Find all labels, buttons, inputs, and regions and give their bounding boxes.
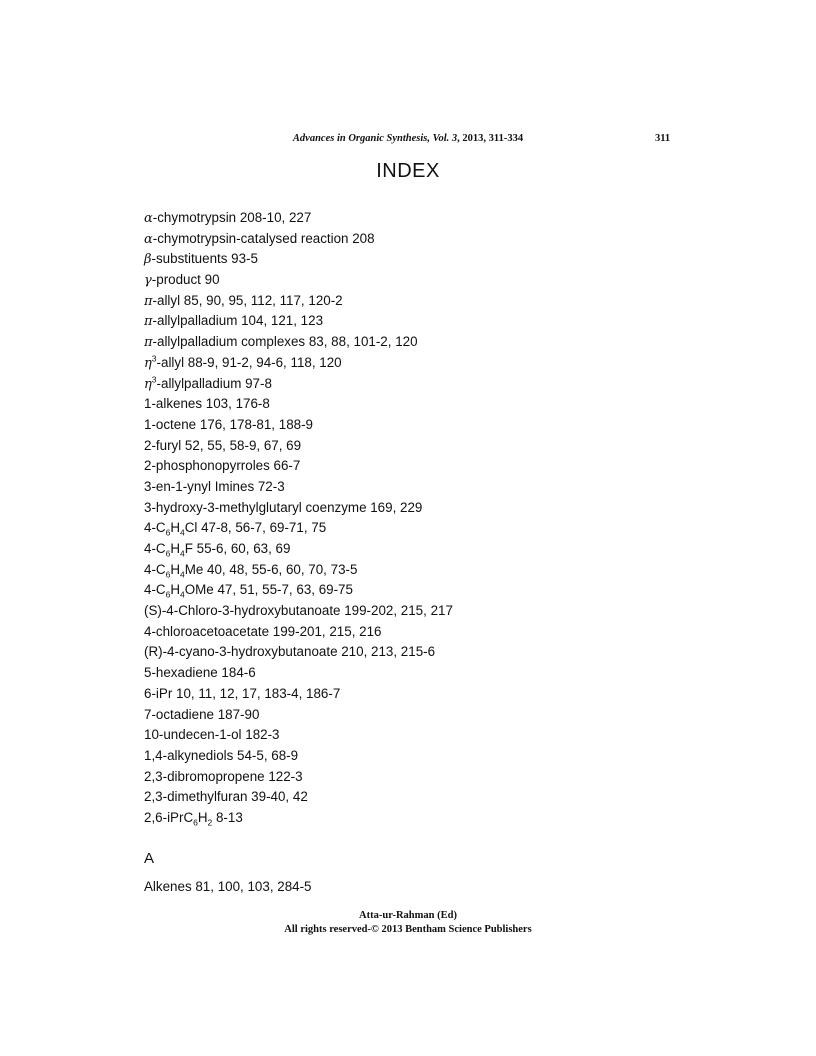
entry-text: H	[170, 520, 180, 536]
greek-prefix: π	[144, 335, 153, 351]
entry-text: 2,3-dibromopropene 122-3	[144, 768, 303, 784]
index-entry	[144, 663, 704, 684]
entry-text: -allylpalladium 104, 121, 123	[152, 313, 324, 329]
journal-citation	[0, 133, 816, 144]
greek-prefix: π	[144, 293, 153, 309]
entry-text: 1-octene 176, 178-81, 188-9	[144, 416, 313, 432]
entry-text: 1,4-alkynediols 54-5, 68-9	[144, 747, 299, 763]
entry-text: -chymotrypsin 208-10, 227	[152, 210, 312, 225]
entry-text: 2-phosphonopyrroles 66-7	[144, 458, 301, 474]
entry-text: H	[170, 561, 180, 577]
index-entry	[144, 270, 704, 291]
index-entry	[144, 477, 704, 498]
index-entry	[144, 311, 704, 332]
index-entry	[144, 877, 312, 898]
section-entry-list	[144, 877, 312, 898]
entry-text: -allylpalladium complexes 83, 88, 101-2, 120	[152, 334, 418, 350]
journal-title: Advances in Organic Synthesis, Vol. 3	[292, 133, 458, 144]
entry-text: Cl 47-8, 56-7, 69-71, 75	[184, 520, 327, 536]
entry-text: 4-C	[144, 541, 166, 556]
page-number: 311	[655, 133, 671, 144]
entry-text: -chymotrypsin-catalysed reaction 208	[152, 230, 375, 246]
greek-prefix: α	[144, 231, 153, 247]
entry-text: 4-C	[144, 582, 166, 598]
index-entry	[144, 229, 704, 250]
subscript: 6	[165, 527, 171, 538]
entry-text: 1-alkenes 103, 176-8	[144, 396, 270, 412]
entry-text: 3-en-1-ynyl Imines 72-3	[144, 478, 285, 494]
page-title: INDEX	[376, 160, 440, 182]
entry-text: 4-C	[144, 520, 166, 536]
index-entry	[144, 332, 704, 353]
greek-prefix: β	[144, 252, 152, 268]
entry-text: -allyl 88-9, 91-2, 94-6, 118, 120	[156, 354, 342, 370]
index-entry	[144, 456, 704, 477]
subscript: 6	[193, 817, 198, 828]
index-entry	[144, 394, 704, 415]
index-entry	[144, 642, 704, 663]
subscript: 4	[179, 569, 185, 580]
entry-text: H	[197, 809, 208, 825]
superscript: 3	[151, 374, 157, 385]
index-entry	[144, 808, 704, 829]
index-entry	[144, 787, 704, 808]
index-entry	[144, 705, 704, 726]
journal-year-pages: , 2013, 311-334	[457, 133, 524, 144]
entry-text: OMe 47, 51, 55-7, 63, 69-75	[184, 582, 353, 598]
subscript: 4	[179, 527, 185, 538]
entry-text: (S)-4-Chloro-3-hydroxybutanoate 199-202, 215, 217	[144, 603, 453, 619]
index-entry	[144, 208, 704, 229]
greek-prefix: π	[144, 314, 153, 330]
entry-text: 2,6-iPrC	[144, 809, 194, 825]
subscript: 4	[179, 590, 185, 601]
index-entry	[144, 622, 704, 643]
superscript: 3	[151, 353, 157, 364]
entry-text: Alkenes 81, 100, 103, 284-5	[144, 879, 312, 894]
subscript: 6	[165, 569, 171, 580]
index-entry	[144, 746, 704, 767]
index-entry-list	[144, 208, 704, 829]
entry-text: 2,3-dimethylfuran 39-40, 42	[144, 789, 308, 805]
entry-text: -allyl 85, 90, 95, 112, 117, 120-2	[152, 292, 343, 308]
index-entry	[144, 374, 704, 395]
subscript: 2	[207, 817, 213, 828]
index-entry	[144, 353, 704, 374]
greek-prefix: γ	[144, 273, 152, 289]
greek-prefix: η	[144, 376, 152, 392]
index-entry	[144, 580, 704, 601]
entry-text: H	[170, 582, 180, 598]
index-entry	[144, 436, 704, 457]
index-entry	[144, 725, 704, 746]
entry-text: 4-C	[144, 561, 166, 577]
entry-text: 3-hydroxy-3-methylglutaryl coenzyme 169, 229	[144, 499, 423, 515]
entry-text: 2-furyl 52, 55, 58-9, 67, 69	[144, 437, 302, 453]
entry-text: -product 90	[151, 272, 220, 288]
index-entry	[144, 415, 704, 436]
entry-text: -allylpalladium 97-8	[156, 375, 272, 391]
copyright-line: All rights reserved-© 2013 Bentham Science Publishers	[284, 924, 532, 935]
section-letter: A	[144, 850, 155, 867]
entry-text: 8-13	[212, 809, 243, 825]
subscript: 6	[165, 548, 171, 559]
entry-text: Me 40, 48, 55-6, 60, 70, 73-5	[184, 561, 358, 577]
subscript: 6	[165, 590, 171, 601]
entry-text: F 55-6, 60, 63, 69	[184, 541, 291, 556]
entry-text: -substituents 93-5	[151, 251, 258, 267]
index-entry	[144, 684, 704, 705]
index-entry	[144, 291, 704, 312]
index-entry	[144, 560, 704, 581]
index-entry	[144, 767, 704, 788]
index-entry	[144, 498, 704, 519]
entry-text: 7-octadiene 187-90	[144, 706, 260, 722]
entry-text: 4-chloroacetoacetate 199-201, 215, 216	[144, 623, 382, 639]
running-header	[0, 133, 816, 149]
index-entry	[144, 249, 704, 270]
page-footer	[0, 909, 816, 937]
editor-line: Atta-ur-Rahman (Ed)	[359, 910, 457, 921]
index-entry	[144, 518, 704, 539]
greek-prefix: α	[144, 211, 153, 226]
entry-text: 10-undecen-1-ol 182-3	[144, 727, 280, 743]
greek-prefix: η	[144, 355, 152, 371]
subscript: 4	[179, 548, 185, 559]
index-entry	[144, 601, 704, 622]
entry-text: 6-iPr 10, 11, 12, 17, 183-4, 186-7	[144, 685, 341, 701]
entry-text: H	[170, 541, 180, 556]
entry-text: 5-hexadiene 184-6	[144, 665, 256, 681]
index-entry	[144, 539, 704, 560]
entry-text: (R)-4-cyano-3-hydroxybutanoate 210, 213, 215-6	[144, 644, 436, 660]
